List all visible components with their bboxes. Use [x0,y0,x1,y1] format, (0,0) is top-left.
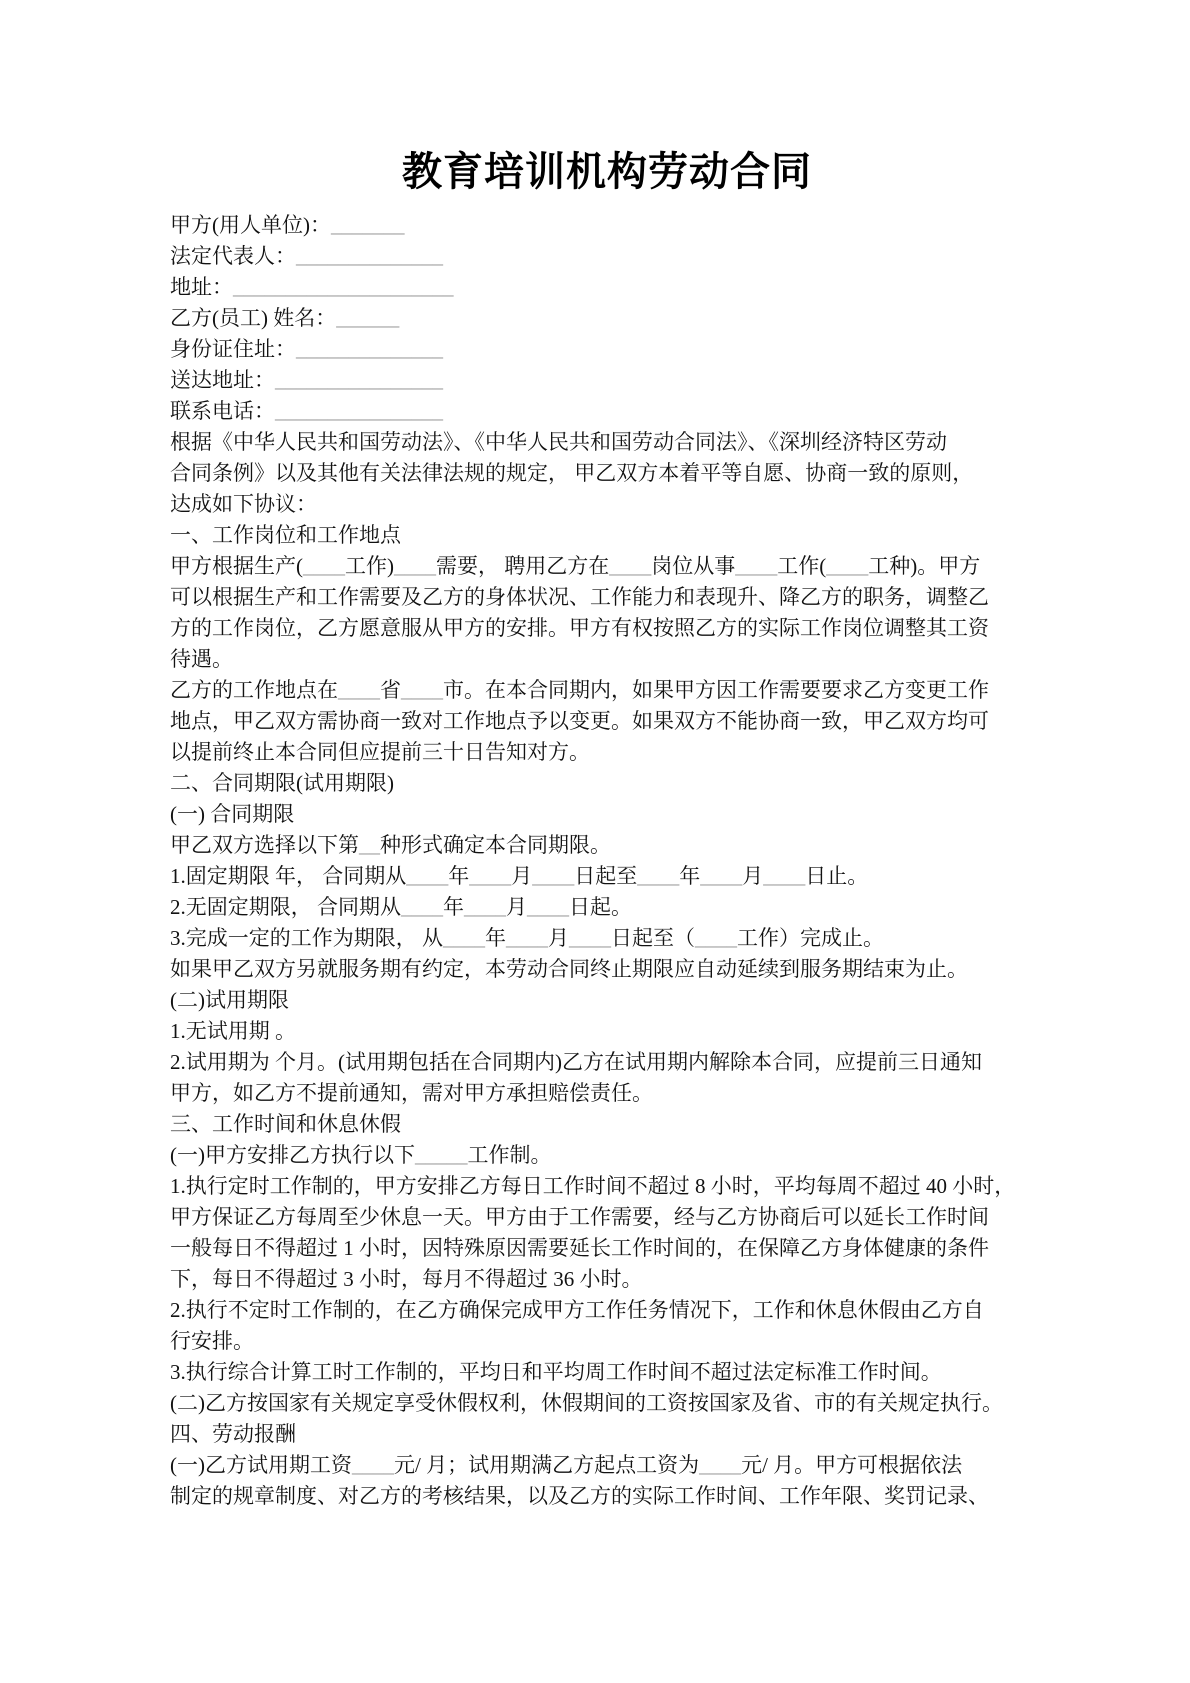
contract-body [170,210,1044,1512]
blank-field: _____ [415,1143,468,1167]
contract-line: 甲方(用人单位)：_______ [170,213,405,237]
contract-line: 二、合同期限(试用期限) [170,771,394,795]
contract-line: (一) 合同期限 [170,802,295,826]
blank-field: ____ [443,926,485,950]
contract-line: (二)乙方按国家有关规定享受休假权利，休假期间的工资按国家及省、市的有关规定执行。 [170,1391,1003,1415]
blank-field: ____ [506,926,548,950]
blank-field: ____ [609,554,652,578]
blank-field: ______________ [296,244,443,268]
contract-line: 3.完成一定的工作为期限， 从____年____月____日起至（____工作）完成止。 [170,926,884,950]
contract-line: 联系电话：________________ [170,399,443,423]
blank-field: ____ [637,864,680,888]
contract-line: 行安排。 [170,1329,254,1353]
contract-line: 甲乙双方选择以下第__种形式确定本合同期限。 [170,833,611,857]
document-title: 教育培训机构劳动合同 [402,149,812,194]
contract-line: 以提前终止本合同但应提前三十日告知对方。 [170,740,590,764]
contract-line: 根据《中华人民共和国劳动法》、《中华人民共和国劳动合同法》、《深圳经济特区劳动 [170,430,947,454]
contract-line: 方的工作岗位，乙方愿意服从甲方的安排。甲方有权按照乙方的实际工作岗位调整其工资 [170,616,989,640]
blank-field: ____ [699,1453,742,1477]
blank-field: ____ [338,678,380,702]
contract-line: 合同条例》以及其他有关法律法规的规定， 甲乙双方本着平等自愿、协商一致的原则， [170,461,974,485]
contract-line: 四、劳动报酬 [170,1422,296,1446]
contract-line: (二)试用期限 [170,988,289,1012]
blank-field: ____ [695,926,737,950]
contract-line: 甲方根据生产(____工作)____需要， 聘用乙方在____岗位从事____工作(____工种)。甲方 [170,554,981,578]
contract-line: 三、工作时间和休息休假 [170,1112,401,1136]
contract-line: 1.固定期限 年， 合同期从____年____月____日起至____年____月____日止。 [170,864,869,888]
blank-field: ____ [527,895,569,919]
blank-field: ____ [464,895,506,919]
contract-line: 制定的规章制度、对乙方的考核结果，以及乙方的实际工作时间、工作年限、奖罚记录、 [170,1484,989,1508]
blank-field: _____________________ [233,275,454,299]
contract-line: 身份证住址：______________ [170,337,443,361]
contract-line: 达成如下协议： [170,492,317,516]
blank-field: ____ [826,554,869,578]
blank-field: _______ [331,213,405,237]
blank-field: ____ [394,554,436,578]
contract-line: 乙方(员工) 姓名：______ [170,306,400,330]
blank-field: ____ [569,926,611,950]
contract-line: 地点，甲乙双方需协商一致对工作地点予以变更。如果双方不能协商一致，甲乙双方均可 [170,709,989,733]
blank-field: ____ [352,1453,394,1477]
document-content [170,146,1044,1512]
contract-line: 可以根据生产和工作需要及乙方的身体状况、工作能力和表现升、降乙方的职务，调整乙 [170,585,989,609]
contract-line: 法定代表人：______________ [170,244,443,268]
contract-line: 一般每日不得超过 1 小时，因特殊原因需要延长工作时间的，在保障乙方身体健康的条件 [170,1236,989,1260]
contract-line: (一)甲方安排乙方执行以下_____工作制。 [170,1143,552,1167]
blank-field: ____ [401,678,443,702]
contract-line: 一、工作岗位和工作地点 [170,523,401,547]
blank-field: ______ [336,306,400,330]
contract-line: 待遇。 [170,647,233,671]
blank-field: ____ [735,554,778,578]
blank-field: ____ [763,864,806,888]
contract-line: 地址：_____________________ [170,275,454,299]
blank-field: ________________ [275,399,443,423]
contract-line: 甲方保证乙方每周至少休息一天。甲方由于工作需要，经与乙方协商后可以延长工作时间 [170,1205,989,1229]
blank-field: __ [359,833,380,857]
blank-field: ____ [401,895,443,919]
blank-field: ____ [700,864,743,888]
contract-line: 3.执行综合计算工时工作制的，平均日和平均周工作时间不超过法定标准工作时间。 [170,1360,942,1384]
contract-line: 送达地址：________________ [170,368,443,392]
blank-field: ____ [406,864,449,888]
blank-field: ____ [532,864,575,888]
contract-line: 1.执行定时工作制的，甲方安排乙方每日工作时间不超过 8 小时，平均每周不超过 40 小时， [170,1174,1016,1198]
contract-line: 2.无固定期限， 合同期从____年____月____日起。 [170,895,632,919]
contract-line: 下，每日不得超过 3 小时，每月不得超过 36 小时。 [170,1267,643,1291]
contract-line: 1.无试用期 。 [170,1019,296,1043]
blank-field: ____ [469,864,512,888]
contract-line: 2.试用期为 个月。(试用期包括在合同期内)乙方在试用期内解除本合同，应提前三日通知 [170,1050,982,1074]
contract-line: (一)乙方试用期工资____元/ 月；试用期满乙方起点工资为____元/ 月。甲方可根据依法 [170,1453,963,1477]
contract-line: 乙方的工作地点在____省____市。在本合同期内，如果甲方因工作需要要求乙方变更工作 [170,678,989,702]
blank-field: ________________ [275,368,443,392]
contract-line: 甲方，如乙方不提前通知，需对甲方承担赔偿责任。 [170,1081,653,1105]
contract-line: 如果甲乙双方另就服务期有约定，本劳动合同终止期限应自动延续到服务期结束为止。 [170,957,968,981]
contract-line: 2.执行不定时工作制的，在乙方确保完成甲方工作任务情况下，工作和休息休假由乙方自 [170,1298,984,1322]
blank-field: ____ [303,554,345,578]
blank-field: ______________ [296,337,443,361]
